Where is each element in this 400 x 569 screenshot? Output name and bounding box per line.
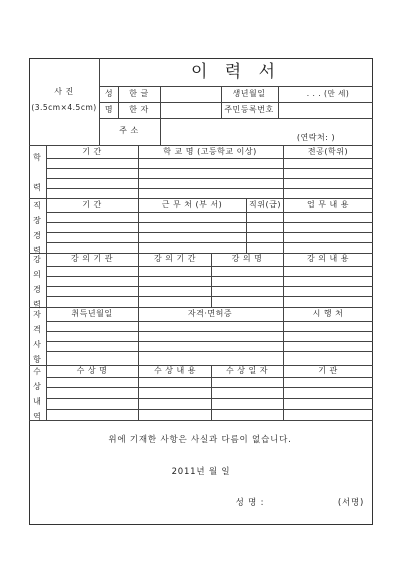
section-char: 력: [33, 300, 41, 309]
hangul-label: 한 글: [129, 89, 149, 98]
hanja-label: 한 자: [129, 105, 149, 114]
section-char: 강: [33, 255, 41, 264]
address-label: 주 소: [119, 126, 139, 135]
rule: [211, 253, 212, 307]
column-header: 전공(학위): [307, 147, 349, 156]
section-char: 역: [33, 412, 41, 421]
section-label-career: [32, 198, 42, 258]
rule: [138, 198, 139, 253]
column-header: 시 행 처: [312, 309, 344, 318]
name-label-top: 성: [104, 89, 114, 98]
column-header: 업 무 내 용: [306, 200, 350, 209]
rule: [118, 86, 119, 118]
section-label-lecture: [32, 252, 42, 312]
section-label-education: [32, 150, 42, 195]
section-char: 상: [33, 382, 41, 391]
rule: [46, 296, 373, 297]
rule: [46, 222, 373, 223]
column-header: 강 의 기 간: [153, 254, 197, 263]
column-header: 기 간: [82, 200, 102, 209]
rule: [29, 420, 373, 421]
declaration-statement: 위에 기재한 사항은 사실과 다름이 없습니다.: [108, 435, 292, 445]
rule: [283, 365, 284, 420]
birth-value[interactable]: . . . (만 세): [306, 89, 350, 98]
rule: [99, 58, 100, 145]
rule: [29, 307, 373, 308]
rule: [211, 365, 212, 420]
photo-size: (3.5cm×4.5cm): [31, 103, 97, 112]
rrn-label: 주민등록번호: [224, 105, 274, 114]
rule: [46, 341, 373, 342]
rule: [160, 118, 161, 145]
section-char: 자: [33, 310, 41, 319]
column-header: 수 상 내 용: [153, 366, 197, 375]
column-header: 강 의 명: [231, 254, 263, 263]
rule: [46, 188, 373, 189]
rule: [46, 286, 373, 287]
section-char: 경: [33, 231, 41, 240]
column-header: 기 관: [318, 366, 338, 375]
column-header: 학 교 명 (고등학교 이상): [163, 147, 257, 156]
rule: [29, 198, 373, 199]
rule: [283, 145, 284, 198]
rule: [46, 276, 373, 277]
column-header: 직위(급): [249, 200, 281, 209]
rule: [46, 321, 373, 322]
photo-label: 사 진: [54, 87, 74, 96]
document-title: 이 력 서: [190, 62, 282, 82]
rule: [138, 365, 139, 420]
rule: [99, 118, 373, 119]
section-char: 학: [33, 153, 41, 162]
rule: [160, 86, 161, 118]
rule: [46, 331, 373, 332]
section-char: 내: [33, 397, 41, 406]
section-label-award: [32, 364, 42, 424]
rule: [99, 86, 373, 87]
column-header: 수 상 일 자: [225, 366, 269, 375]
section-char: 력: [33, 183, 41, 192]
resume-form: [29, 58, 373, 525]
section-char: 격: [33, 325, 41, 334]
rule: [46, 158, 373, 159]
contact-field[interactable]: (연락처: ): [296, 133, 336, 142]
rule: [46, 145, 47, 420]
rule: [46, 377, 373, 378]
column-header: 근 무 처 (부 서): [161, 200, 223, 209]
birth-label: 생년월일: [232, 89, 266, 98]
rule: [46, 242, 373, 243]
rule: [283, 253, 284, 307]
rule: [29, 145, 373, 146]
declaration-date[interactable]: 2011년 월 일: [171, 467, 231, 477]
column-header: 수 상 명: [76, 366, 108, 375]
rule: [46, 178, 373, 179]
section-label-license: [32, 307, 42, 367]
name-label-bottom: 명: [104, 105, 114, 114]
signature-name-label: 성 명 :: [235, 498, 265, 508]
section-char: 의: [33, 270, 41, 279]
column-header: 취득년월일: [71, 309, 113, 318]
rule: [46, 351, 373, 352]
section-char: 사: [33, 340, 41, 349]
rule: [99, 102, 373, 103]
rule: [46, 266, 373, 267]
rule: [46, 168, 373, 169]
rule: [283, 198, 284, 253]
rule: [46, 409, 373, 410]
rule: [138, 145, 139, 198]
section-char: 경: [33, 285, 41, 294]
rule: [46, 387, 373, 388]
column-header: 강 의 기 관: [70, 254, 114, 263]
rule: [138, 253, 139, 307]
section-char: 직: [33, 201, 41, 210]
column-header: 강 의 내 용: [306, 254, 350, 263]
rule: [46, 232, 373, 233]
rule: [46, 212, 373, 213]
rule: [138, 307, 139, 365]
rule: [278, 86, 279, 118]
rule: [283, 307, 284, 365]
column-header: 자격·면허증: [187, 309, 233, 318]
signature-mark[interactable]: (서명): [337, 498, 365, 508]
section-char: 항: [33, 355, 41, 364]
section-char: 장: [33, 216, 41, 225]
rule: [221, 86, 222, 118]
section-char: 력: [33, 246, 41, 255]
section-char: [32, 165, 42, 180]
rule: [246, 198, 247, 253]
section-char: 수: [33, 367, 41, 376]
column-header: 기 간: [82, 147, 102, 156]
rule: [46, 398, 373, 399]
